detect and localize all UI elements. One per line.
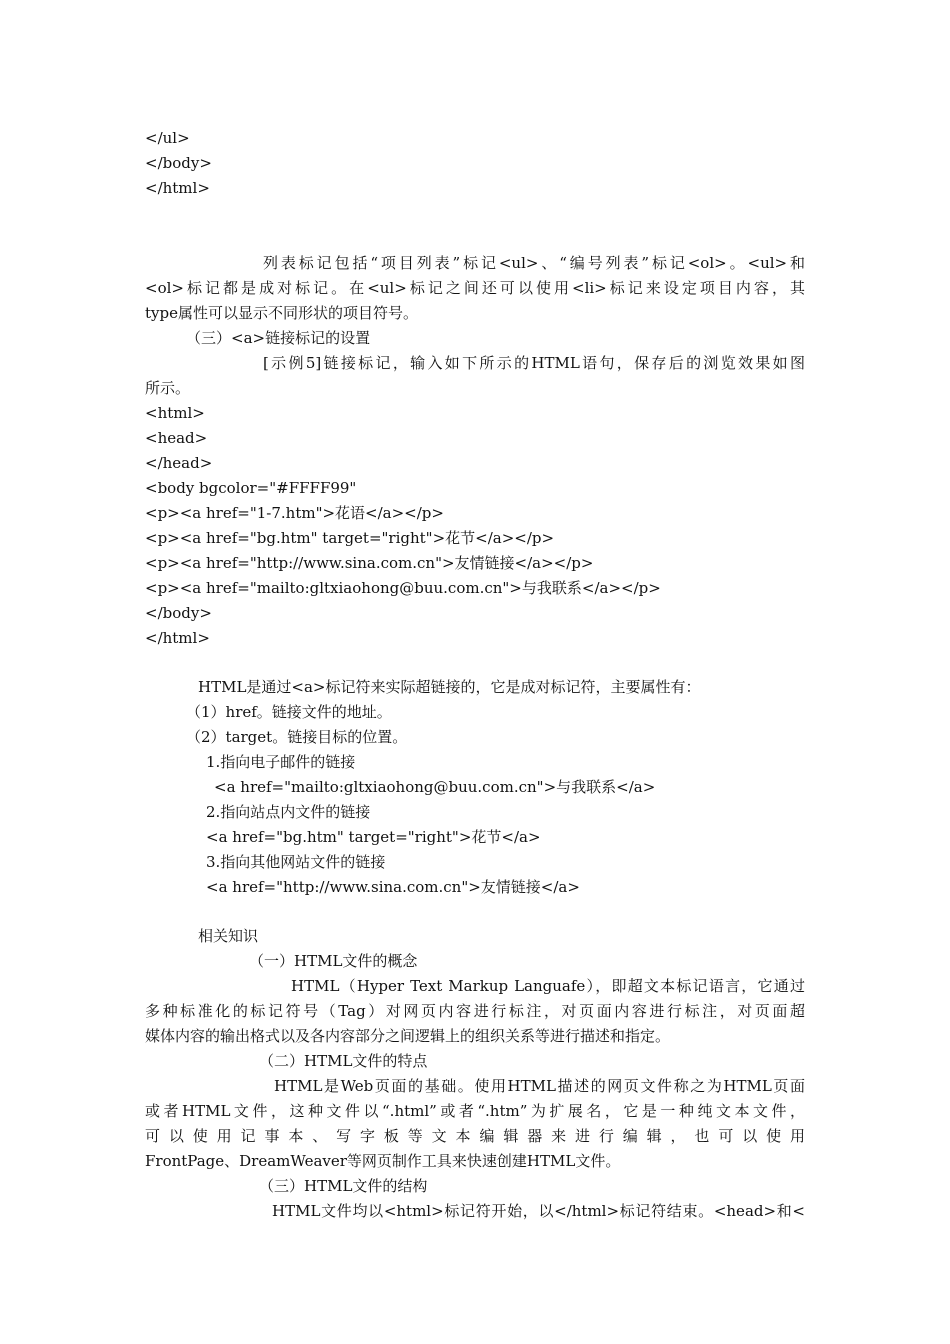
paragraph-line: FrontPage、DreamWeaver等网页制作工具来快速创建HTML文件。 bbox=[145, 1152, 621, 1170]
code-line: </ul> bbox=[145, 129, 190, 147]
code-line: <body bgcolor="#FFFF99" bbox=[145, 479, 357, 497]
section-heading: （一）HTML文件的概念 bbox=[249, 952, 418, 970]
code-line: <p><a href="http://www.sina.com.cn">友情链接</a></p> bbox=[145, 554, 594, 572]
paragraph-line: HTML（Hyper Text Markup Languafe），即超文本标记语言，它通过 bbox=[291, 977, 805, 995]
code-line: </body> bbox=[145, 604, 212, 622]
list-item: （1）href。链接文件的地址。 bbox=[186, 703, 392, 721]
code-line: <head> bbox=[145, 429, 208, 447]
paragraph-line: <ol>标记都是成对标记。在<ul>标记之间还可以使用<li>标记来设定项目内容，其 bbox=[145, 279, 805, 297]
section-heading: （三）HTML文件的结构 bbox=[259, 1177, 428, 1195]
paragraph-line: 所示。 bbox=[145, 379, 191, 397]
section-title: 相关知识 bbox=[198, 927, 259, 945]
paragraph-line: [示例5]链接标记，输入如下所示的HTML语句，保存后的浏览效果如图 bbox=[263, 354, 805, 372]
code-line: <a href="http://www.sina.com.cn">友情链接</a> bbox=[206, 878, 580, 896]
paragraph-line: HTML是通过<a>标记符来实际超链接的，它是成对标记符，主要属性有： bbox=[198, 678, 701, 696]
code-line: <p><a href="mailto:gltxiaohong@buu.com.cn">与我联系</a></p> bbox=[145, 579, 661, 597]
paragraph-line: HTML文件均以<html>标记符开始，以</html>标记符结束。<head>和< bbox=[272, 1202, 805, 1220]
list-item: 1.指向电子邮件的链接 bbox=[206, 753, 356, 771]
code-line: <p><a href="1-7.htm">花语</a></p> bbox=[145, 504, 444, 522]
code-line: <html> bbox=[145, 404, 205, 422]
code-line: </html> bbox=[145, 629, 210, 647]
code-line: </head> bbox=[145, 454, 213, 472]
code-line: <p><a href="bg.htm" target="right">花节</a></p> bbox=[145, 529, 555, 547]
paragraph-line: 多种标准化的标记符号（Tag）对网页内容进行标注，对页面内容进行标注，对页面超 bbox=[145, 1002, 805, 1020]
list-item: 2.指向站点内文件的链接 bbox=[206, 803, 371, 821]
list-item: 3.指向其他网站文件的链接 bbox=[206, 853, 386, 871]
section-heading: （三）<a>链接标记的设置 bbox=[186, 329, 371, 347]
paragraph-line: HTML是Web页面的基础。使用HTML描述的网页文件称之为HTML页面 bbox=[274, 1077, 805, 1095]
paragraph-line: 列表标记包括“项目列表”标记<ul>、“编号列表”标记<ol>。<ul>和 bbox=[263, 254, 805, 272]
code-line: </body> bbox=[145, 154, 212, 172]
paragraph-line: 可以使用记事本、写字板等文本编辑器来进行编辑，也可以使用 bbox=[145, 1127, 805, 1145]
section-heading: （二）HTML文件的特点 bbox=[259, 1052, 428, 1070]
paragraph-line: 或者HTML文件，这种文件以“.html”或者“.htm”为扩展名，它是一种纯文本文件， bbox=[145, 1102, 805, 1120]
list-item: （2）target。链接目标的位置。 bbox=[186, 728, 408, 746]
code-line: </html> bbox=[145, 179, 210, 197]
code-line: <a href="mailto:gltxiaohong@buu.com.cn">与我联系</a> bbox=[214, 778, 656, 796]
paragraph-line: type属性可以显示不同形状的项目符号。 bbox=[145, 304, 418, 322]
paragraph-line: 媒体内容的输出格式以及各内容部分之间逻辑上的组织关系等进行描述和指定。 bbox=[145, 1027, 671, 1045]
code-line: <a href="bg.htm" target="right">花节</a> bbox=[206, 828, 541, 846]
